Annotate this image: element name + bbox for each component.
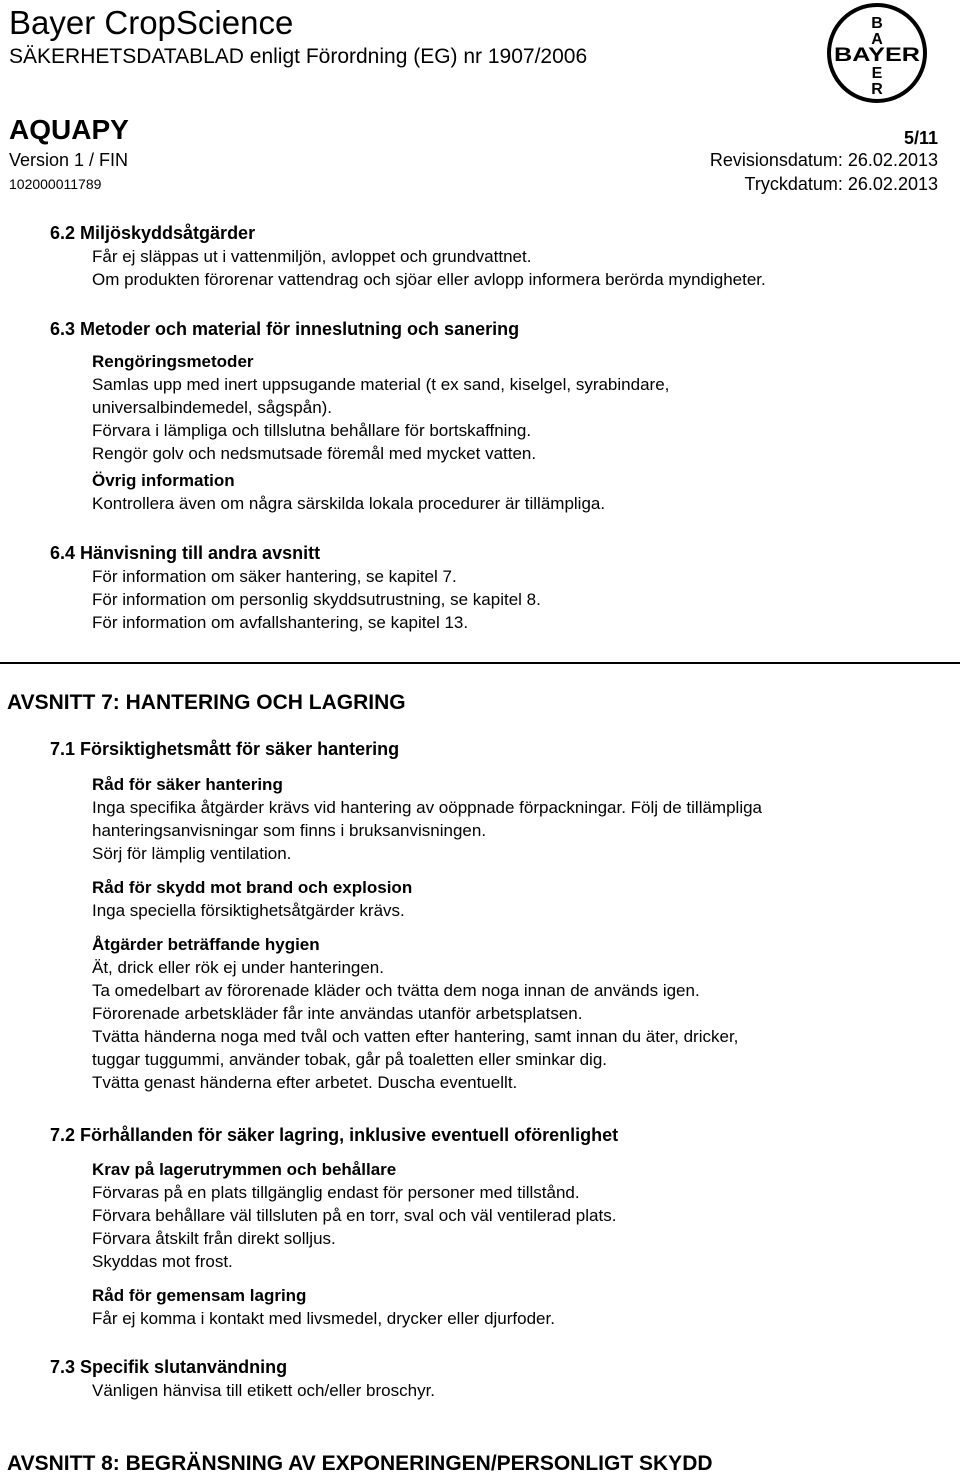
- text-line: Får ej komma i kontakt med livsmedel, drycker eller djurfoder.: [92, 1309, 555, 1328]
- text-line: Kontrollera även om några särskilda lokala procedurer är tillämpliga.: [92, 494, 606, 513]
- subsection-title: Åtgärder beträffande hygien: [92, 935, 320, 954]
- text-line: Samlas upp med inert uppsugande material (t ex sand, kiselgel, syrabindare,: [92, 375, 670, 394]
- document-subtitle: SÄKERHETSDATABLAD enligt Förordning (EG) nr 1907/2006: [9, 45, 588, 68]
- text-line: tuggar tuggummi, använder tobak, går på toaletten eller sminkar dig.: [92, 1050, 608, 1069]
- section-7-1: [50, 738, 940, 1094]
- section-8-heading: AVSNITT 8: BEGRÄNSNING AV EXPONERINGEN/PERSONLIGT SKYDD: [7, 1452, 713, 1475]
- text-line: Förvara åtskilt från direkt solljus.: [92, 1229, 336, 1248]
- section-title: 6.4 Hänvisning till andra avsnitt: [50, 543, 321, 563]
- svg-text:A: A: [871, 31, 883, 48]
- text-line: Vänligen hänvisa till etikett och/eller broschyr.: [92, 1381, 436, 1400]
- section-6-4: [50, 542, 940, 634]
- svg-text:R: R: [871, 81, 883, 98]
- svg-text:BAYER: BAYER: [834, 45, 921, 66]
- section-title: 6.2 Miljöskyddsåtgärder: [50, 223, 256, 243]
- section-6-3: [50, 318, 940, 515]
- text-line: För information om säker hantering, se kapitel 7.: [92, 567, 457, 586]
- text-line: Inga speciella försiktighetsåtgärder krävs.: [92, 901, 405, 920]
- text-line: Rengör golv och nedsmutsade föremål med mycket vatten.: [92, 444, 537, 463]
- bayer-logo: [826, 2, 928, 104]
- section-title: 7.3 Specifik slutanvändning: [50, 1357, 288, 1377]
- text-line: Förvara i lämpliga och tillslutna behållare för bortskaffning.: [92, 421, 532, 440]
- section-6-2: [50, 222, 940, 291]
- document-number: 102000011789: [9, 176, 102, 192]
- product-name: AQUAPY: [9, 114, 129, 145]
- text-line: Om produkten förorenar vattendrag och sjöar eller avlopp informera berörda myndigheter.: [92, 270, 766, 289]
- svg-text:B: B: [871, 15, 883, 32]
- text-line: hanteringsanvisningar som finns i bruksanvisningen.: [92, 821, 487, 840]
- svg-text:E: E: [871, 65, 883, 82]
- subsection-title: Råd för skydd mot brand och explosion: [92, 878, 413, 897]
- text-line: Ät, drick eller rök ej under hanteringen.: [92, 958, 384, 977]
- section-divider: [0, 662, 960, 664]
- text-line: universalbindemedel, sågspån).: [92, 398, 333, 417]
- text-line: Förvaras på en plats tillgänglig endast för personer med tillstånd.: [92, 1183, 580, 1202]
- text-line: Ta omedelbart av förorenade kläder och tvätta dem noga innan de används igen.: [92, 981, 700, 1000]
- subsection-title: Rengöringsmetoder: [92, 352, 254, 371]
- company-name: Bayer CropScience: [9, 4, 294, 41]
- text-line: För information om personlig skyddsutrustning, se kapitel 8.: [92, 590, 541, 609]
- text-line: Skyddas mot frost.: [92, 1252, 233, 1271]
- revision-date: Revisionsdatum: 26.02.2013: [709, 150, 938, 170]
- section-7-2: [50, 1124, 940, 1330]
- section-7-3: [50, 1356, 940, 1402]
- page-number: 5/11: [903, 128, 938, 148]
- text-line: Förorenade arbetskläder får inte användas utanför arbetsplatsen.: [92, 1004, 583, 1023]
- text-line: För information om avfallshantering, se kapitel 13.: [92, 613, 469, 632]
- section-title: 6.3 Metoder och material för inneslutning och sanering: [50, 319, 520, 339]
- subsection-title: Övrig information: [92, 471, 235, 490]
- section-7-heading: AVSNITT 7: HANTERING OCH LAGRING: [7, 691, 406, 714]
- text-line: Tvätta genast händerna efter arbetet. Duscha eventuellt.: [92, 1073, 518, 1092]
- section-6-content: [50, 222, 940, 661]
- text-line: Får ej släppas ut i vattenmiljön, avloppet och grundvattnet.: [92, 247, 532, 266]
- subsection-title: Råd för gemensam lagring: [92, 1286, 307, 1305]
- section-title: 7.2 Förhållanden för säker lagring, inklusive eventuell oförenlighet: [50, 1125, 619, 1145]
- version: Version 1 / FIN: [9, 150, 129, 170]
- text-line: Tvätta händerna noga med tvål och vatten efter hantering, samt innan du äter, dricker,: [92, 1027, 739, 1046]
- text-line: Inga specifika åtgärder krävs vid hantering av oöppnade förpackningar. Följ de tillämpliga: [92, 798, 763, 817]
- subsection-title: Krav på lagerutrymmen och behållare: [92, 1160, 397, 1179]
- subsection-title: Råd för säker hantering: [92, 775, 283, 794]
- text-line: Sörj för lämplig ventilation.: [92, 844, 292, 863]
- print-date: Tryckdatum: 26.02.2013: [744, 174, 938, 194]
- section-title: 7.1 Försiktighetsmått för säker hantering: [50, 739, 400, 759]
- text-line: Förvara behållare väl tillsluten på en torr, sval och väl ventilerad plats.: [92, 1206, 617, 1225]
